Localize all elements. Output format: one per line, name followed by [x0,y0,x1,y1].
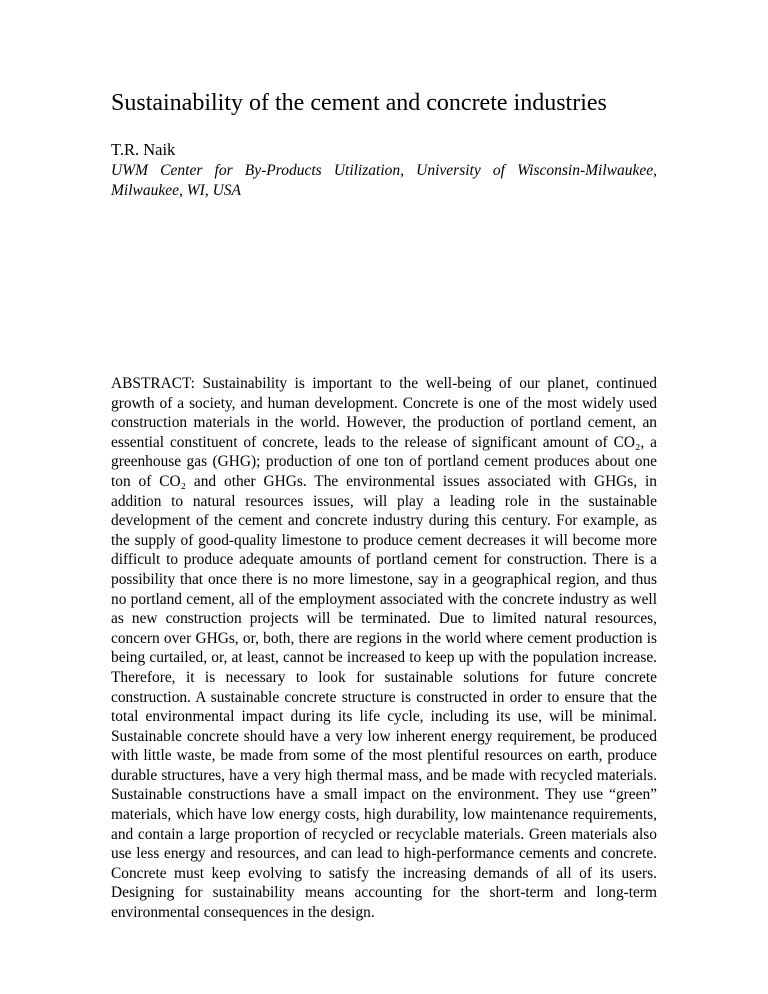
author-name: T.R. Naik [111,140,176,159]
author-affiliation: UWM Center for By-Products Utilization, University of Wisconsin-Milwaukee, Milwaukee, WI, USA [111,162,657,199]
abstract-text: Sustainability is important to the well-being of our planet, continued growth of a society, and human development. Concrete is one of the most widely used construction materials in the world. However, the production of portland cement, an essential constituent of concrete, leads to the release of significant amount of CO₂, a greenhouse gas (GHG); production of one ton of portland cement produces about one ton of CO₂ and other GHGs. The environmental issues associated with GHGs, in addition to natural resources issues, will play a leading role in the sustainable development of the cement and concrete industry during this century. For example, as the supply of good-quality limestone to produce cement decreases it will become more difficult to produce adequate amounts of portland cement for construction. There is a possibility that once there is no more limestone, say in a geographical region, and thus no portland cement, all of the employment associated with the concrete industry as well as new construction projects will be terminated. Due to limited natural resources, concern over GHGs, or, both, there are regions in the world where cement production is being curtailed, or, at least, cannot be increased to keep up with the population increase. Therefore, it is necessary to look for sustainable solutions for future concrete construction. A sustainable concrete structure is constructed in order to ensure that the total environmental impact during its life cycle, including its use, will be minimal. Sustainable concrete should have a very low inherent energy requirement, be produced with little waste, be made from some of the most plentiful resources on earth, produce durable structures, have a very high thermal mass, and be made with recycled materials. Sustainable constructions have a small impact on the environment. They use “green” materials, which have low energy costs, high durability, low maintenance requirements, and contain a large proportion of recycled or recyclable materials. Green materials also use less energy and resources, and can lead to high-performance cements and concrete. Concrete must keep evolving to satisfy the increasing demands of all of its users. Designing for sustainability means accounting for the short-term and long-term environmental consequences in the design. [111,375,657,922]
abstract [111,374,657,923]
abstract-label: ABSTRACT: [111,375,195,392]
paper-title: Sustainability of the cement and concrete industries [111,90,607,116]
